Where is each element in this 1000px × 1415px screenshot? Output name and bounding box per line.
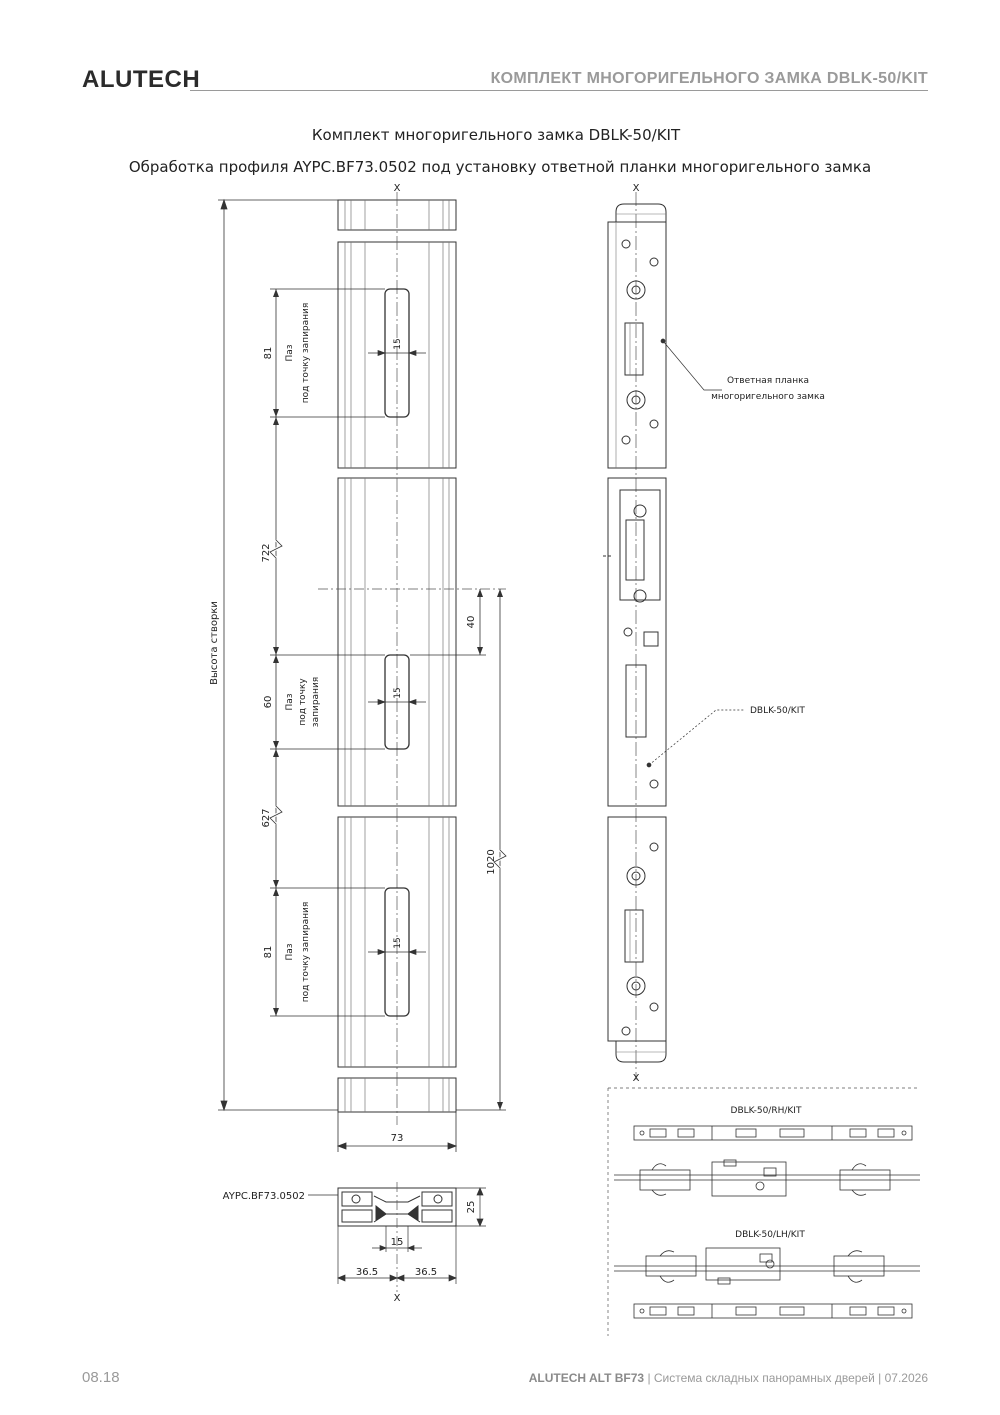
drawing-title-2: Обработка профиля AYPC.BF73.0502 под установку ответной планки многоригельного замка (128, 158, 872, 176)
variant-rh-mechanism (614, 1160, 920, 1196)
axis-x-bottom-right: X (632, 1073, 640, 1084)
slot-label-mid-2: под точку (298, 678, 308, 726)
slot-label-mid-1: Паз (285, 693, 295, 711)
label-strike-plate-1: Ответная планка (726, 376, 810, 386)
drawing-title-1: Комплект многоригельного замка DBLK-50/KIT (311, 126, 681, 144)
label-profile-code: AYPC.BF73.0502 (222, 1191, 305, 1202)
profile-front-view (338, 192, 456, 1125)
dim-40: 40 (466, 615, 477, 629)
label-lock: DBLK-50/KIT (750, 706, 805, 716)
variant-lh-mechanism (614, 1248, 920, 1284)
dim-15-mid: 15 (393, 687, 403, 699)
variant-rh-bar (634, 1126, 912, 1140)
dim-1020: 1020 (486, 849, 497, 875)
dim-722: 722 (261, 543, 272, 563)
axis-x-section: X (393, 1293, 401, 1304)
footer-text (529, 1371, 928, 1385)
label-variant-lh: DBLK-50/LH/KIT (735, 1230, 805, 1240)
slot-label-top-1: Паз (285, 344, 295, 362)
dim-25: 25 (466, 1200, 477, 1214)
dim-chain-right (318, 589, 506, 1110)
page-number: 08.18 (82, 1369, 120, 1386)
axis-x-top-left: X (393, 183, 401, 194)
footer-product: ALUTECH ALT BF73 (528, 1371, 645, 1385)
axis-x-top-right: X (632, 183, 640, 194)
label-sash-height: Высота створки (209, 601, 220, 685)
slot-label-bot-2: под точку запирания (301, 901, 311, 1003)
variants-frame (608, 1088, 918, 1336)
dim-15-section: 15 (390, 1237, 404, 1248)
dim-36-5-left: 36.5 (355, 1267, 379, 1278)
slot-label-top-2: под точку запирания (301, 302, 311, 404)
dim-36-5-right: 36.5 (414, 1267, 438, 1278)
dim-15-top: 15 (393, 338, 403, 350)
brand-logo: ALUTECH (82, 66, 201, 93)
footer-rest: | Система складных панорамных дверей | 07.2026 (644, 1371, 928, 1385)
label-strike-plate-2: многоригельного замка (711, 392, 825, 402)
slot-label-bot-1: Паз (285, 943, 295, 961)
dim-15-bottom: 15 (393, 937, 403, 949)
dim-chain-left (270, 289, 385, 1016)
dim-627: 627 (261, 808, 272, 828)
label-variant-rh: DBLK-50/RH/KIT (730, 1106, 802, 1116)
strike-plate-view (603, 192, 666, 1080)
slot-label-mid-3: запирания (311, 676, 321, 728)
leader-lines (647, 339, 745, 767)
dim-81-bottom: 81 (263, 945, 274, 959)
header-title: КОМПЛЕКТ МНОГОРИГЕЛЬНОГО ЗАМКА DBLK-50/KIT (490, 70, 928, 87)
dim-60: 60 (263, 695, 274, 709)
dim-73: 73 (390, 1133, 404, 1144)
variant-lh-bar (634, 1304, 912, 1318)
dim-81-top: 81 (263, 346, 274, 360)
